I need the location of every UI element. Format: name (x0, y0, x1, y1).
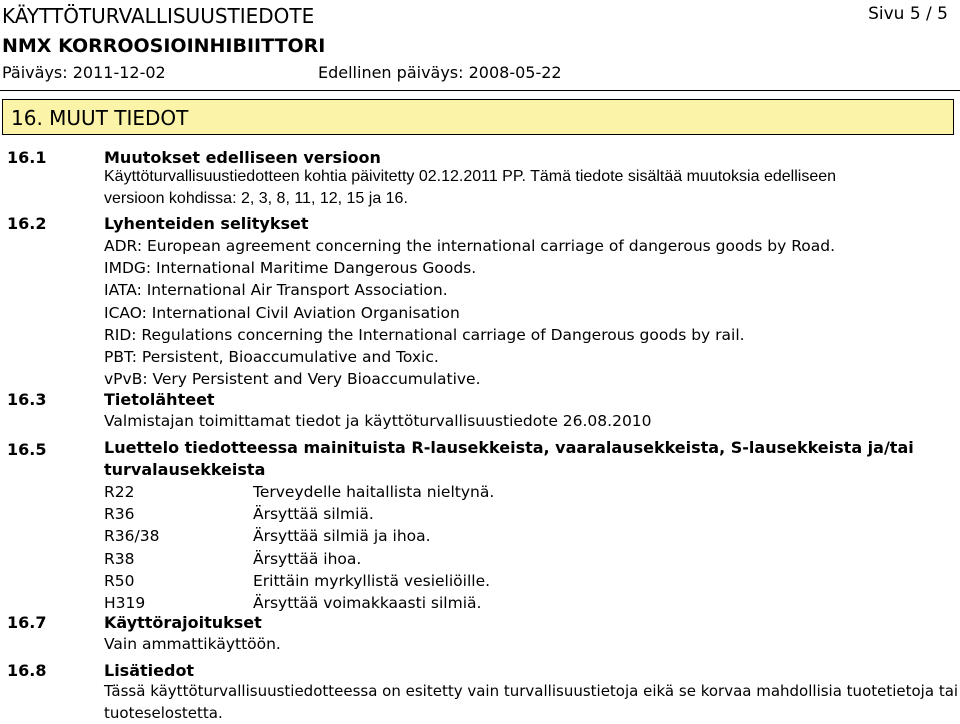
section-banner (2, 99, 954, 135)
list-item: PBT: Persistent, Bioaccumulative and Toxic. (104, 347, 439, 366)
header-divider (0, 90, 960, 91)
section-text-16-1 (104, 166, 836, 210)
section-heading-16-2: Lyhenteiden selitykset (104, 214, 309, 233)
phrase-text: Ärsyttää ihoa. (253, 549, 362, 568)
phrase-codes (104, 481, 159, 614)
phrase-code: R36/38 (104, 527, 160, 546)
section-number-16-2: 16.2 (7, 214, 47, 233)
text-line: Käyttöturvallisuustiedotteen kohtia päivitetty 02.12.2011 PP. Tämä tiedote sisältää muutoksia edelliseen (104, 168, 837, 185)
list-item: vPvB: Very Persistent and Very Bioaccumulative. (104, 370, 481, 389)
phrase-text: Erittäin myrkyllistä vesieliöille. (253, 571, 491, 590)
section-text-16-8 (104, 680, 958, 724)
list-item: ADR: European agreement concerning the international carriage of dangerous goods by Road. (104, 237, 836, 255)
section-number-16-8: 16.8 (7, 661, 47, 680)
text-line: tuoteselostetta. (104, 704, 223, 723)
list-item: IMDG: International Maritime Dangerous Goods. (104, 259, 477, 278)
list-item: RID: Regulations concerning the International carriage of Dangerous goods by rail. (104, 325, 745, 344)
phrase-texts (253, 481, 494, 614)
phrase-code: R22 (104, 483, 135, 501)
phrase-text: Terveydelle haitallista nieltynä. (253, 483, 495, 501)
product-name: NMX KORROOSIOINHIBIITTORI (2, 35, 326, 57)
section-title: 16. MUUT TIEDOT (11, 106, 189, 130)
section-heading-16-3: Tietolähteet (104, 390, 215, 409)
section-text-16-3: Valmistajan toimittamat tiedot ja käyttöturvallisuustiedote 26.08.2010 (104, 412, 652, 430)
phrase-code: H319 (104, 593, 146, 612)
list-item: IATA: International Air Transport Association. (104, 281, 448, 300)
section-heading-16-7: Käyttörajoitukset (104, 613, 262, 632)
heading-line: Luettelo tiedotteessa mainituista R-lausekkeista, vaaralausekkeista, S-lausekkeista ja/tai (104, 438, 914, 457)
section-number-16-3: 16.3 (7, 390, 47, 409)
page-number: Sivu 5 / 5 (868, 4, 948, 24)
document-title: KÄYTTÖTURVALLISUUSTIEDOTE (2, 4, 315, 28)
section-heading-16-8: Lisätiedot (104, 661, 195, 680)
section-number-16-1: 16.1 (7, 148, 47, 167)
text-line: versioon kohdissa: 2, 3, 8, 11, 12, 15 ja 16. (104, 190, 408, 208)
previous-date: Edellinen päiväys: 2008-05-22 (318, 63, 562, 82)
phrase-code: R38 (104, 549, 135, 568)
section-text-16-7: Vain ammattikäyttöön. (104, 635, 281, 653)
section-heading-16-5 (104, 437, 914, 481)
phrase-text: Ärsyttää voimakkaasti silmiä. (253, 593, 482, 612)
section-heading-16-1: Muutokset edelliseen versioon (104, 148, 381, 167)
section-number-16-5: 16.5 (7, 440, 47, 459)
abbreviations-list (104, 235, 835, 390)
heading-line: turvalausekkeista (104, 460, 266, 480)
phrase-code: R36 (104, 505, 135, 524)
phrase-text: Ärsyttää silmiä ja ihoa. (253, 527, 431, 546)
phrase-code: R50 (104, 571, 135, 590)
phrase-text: Ärsyttää silmiä. (253, 505, 374, 524)
text-line: Tässä käyttöturvallisuustiedotteessa on esitetty vain turvallisuustietoja eikä se korvaa mahdollisia tuotetietoja tai (104, 682, 959, 700)
list-item: ICAO: International Civil Aviation Organisation (104, 303, 460, 322)
section-number-16-7: 16.7 (7, 613, 47, 632)
document-date: Päiväys: 2011-12-02 (2, 63, 166, 82)
